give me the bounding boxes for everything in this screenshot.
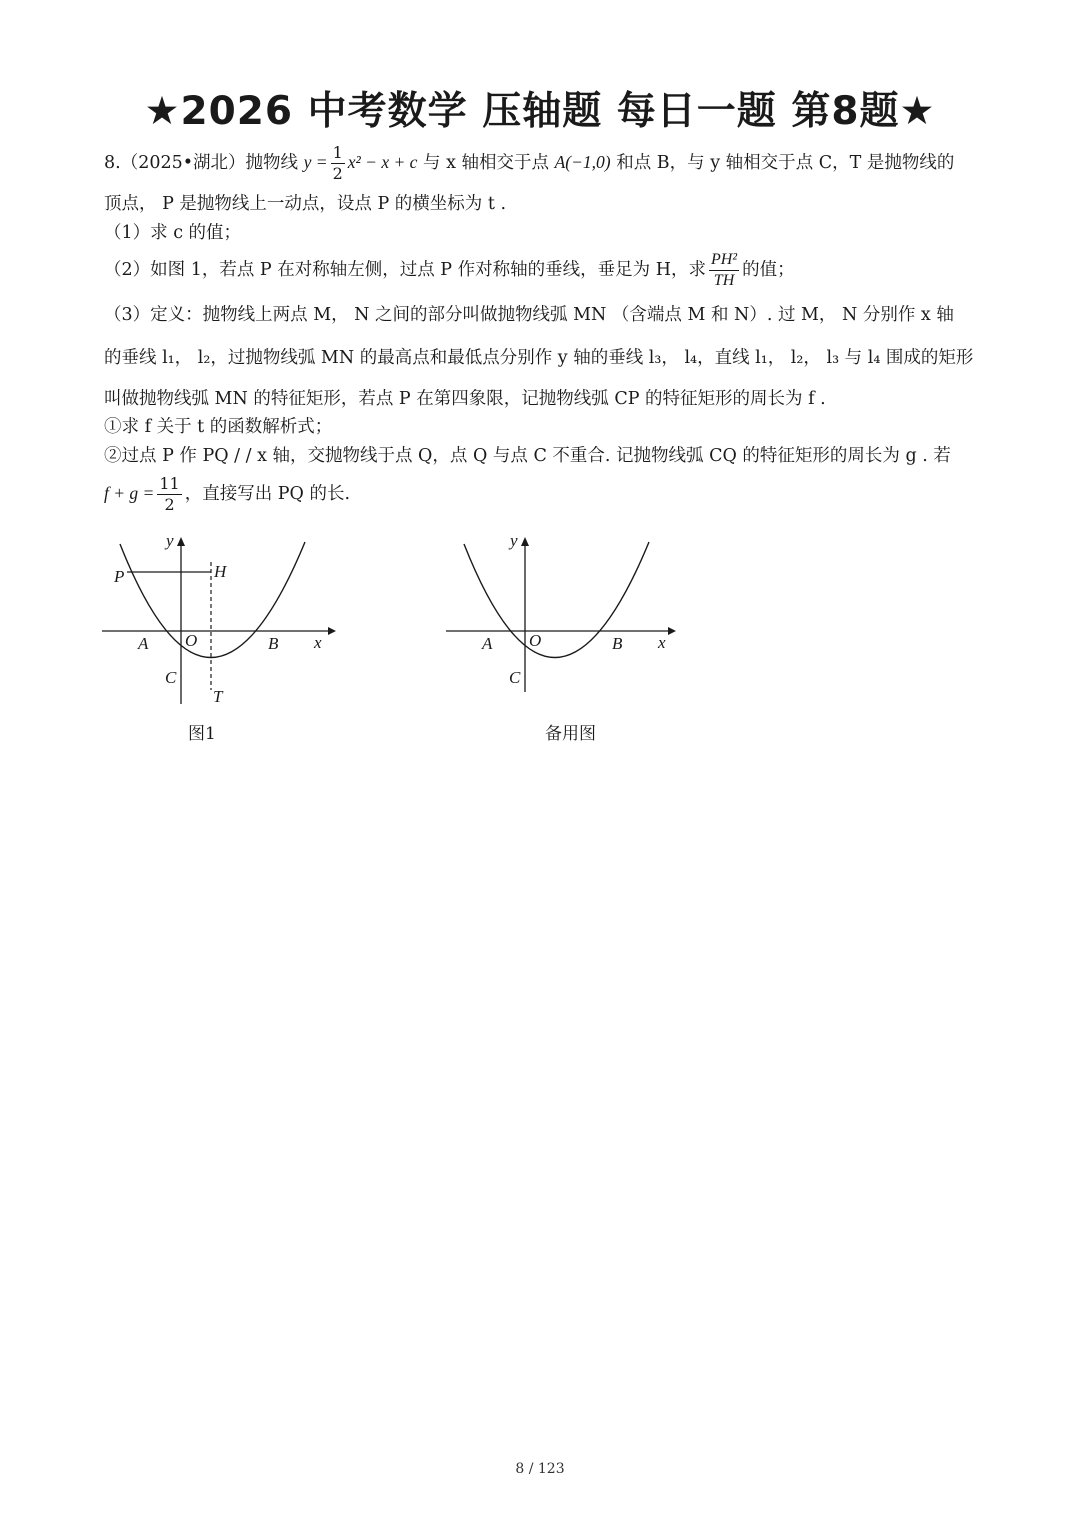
label-o: O xyxy=(529,631,542,650)
fraction-half-num: 1 xyxy=(332,143,343,162)
question-2-text: （2）如图 1，若点 P 在对称轴左侧，过点 P 作对称轴的垂线，垂足为 H，求 xyxy=(104,260,706,280)
figure-1-caption: 图1 xyxy=(188,724,216,744)
question-3-line-3: 叫做抛物线弧 MN 的特征矩形，若点 P 在第四象限，记抛物线弧 CP 的特征矩形的周长为 f . xyxy=(104,389,826,409)
figure-2 xyxy=(444,532,684,710)
label-y: y xyxy=(510,532,518,550)
figure-1-diagram xyxy=(100,532,340,710)
problem-text-c: 和点 B，与 y 轴相交于点 C，T 是抛物线的 xyxy=(616,153,955,173)
x-axis-arrow-icon xyxy=(668,627,676,635)
label-a: A xyxy=(482,634,493,653)
label-y: y xyxy=(166,532,174,550)
problem-line-1 xyxy=(104,143,954,184)
fraction-ph-num: PH² xyxy=(709,250,739,271)
equation-lhs: y = xyxy=(303,152,328,172)
label-b: B xyxy=(268,634,279,653)
label-c: C xyxy=(165,668,177,687)
label-p: P xyxy=(114,567,125,586)
fraction-half-den: 2 xyxy=(332,164,343,183)
figure-2-diagram xyxy=(444,532,684,710)
y-axis-arrow-icon xyxy=(177,537,185,546)
condition-end: ，直接写出 PQ 的长. xyxy=(184,484,351,504)
equation-rest: x² − x + c xyxy=(347,152,418,172)
problem-text-b: 与 x 轴相交于点 xyxy=(423,153,550,173)
page-title: ★2026 中考数学 压轴题 每日一题 第8题★ xyxy=(144,89,936,134)
fraction-ph-den: TH xyxy=(713,272,735,289)
question-3-line-1: （3）定义：抛物线上两点 M， N 之间的部分叫做抛物线弧 MN （含端点 M 和 N）. 过 M， N 分别作 x 轴 xyxy=(104,305,954,325)
fraction-half xyxy=(331,143,345,184)
label-o: O xyxy=(185,631,198,650)
label-h: H xyxy=(214,562,227,581)
fraction-11-num: 11 xyxy=(159,474,180,493)
label-t: T xyxy=(213,687,223,706)
fraction-eleven-halves xyxy=(157,474,181,515)
label-x: x xyxy=(658,633,666,652)
question-2 xyxy=(104,250,795,291)
y-axis-arrow-icon xyxy=(521,537,529,546)
label-a: A xyxy=(138,634,149,653)
label-c: C xyxy=(509,668,521,687)
page-number: 8 / 123 xyxy=(515,1461,565,1477)
problem-line-2: 顶点， P 是抛物线上一动点，设点 P 的横坐标为 t . xyxy=(104,194,507,214)
fraction-11-den: 2 xyxy=(164,495,175,514)
question-3-condition xyxy=(104,474,350,515)
question-3-part-1: ①求 f 关于 t 的函数解析式； xyxy=(104,417,333,437)
point-a-coord: A(−1,0) xyxy=(554,152,611,172)
question-3-part-2: ②过点 P 作 PQ / / x 轴，交抛物线于点 Q，点 Q 与点 C 不重合. 记抛物线弧 CQ 的特征矩形的周长为 g . 若 xyxy=(104,446,951,466)
label-x: x xyxy=(314,633,322,652)
question-2-end: 的值； xyxy=(742,260,795,280)
condition-lhs: f + g = xyxy=(104,483,155,503)
figure-2-caption: 备用图 xyxy=(545,724,596,744)
question-3-line-2: 的垂线 l₁， l₂，过抛物线弧 MN 的最高点和最低点分别作 y 轴的垂线 l₃， l₄，直线 l₁， l₂， l₃ 与 l₄ 围成的矩形 xyxy=(104,348,974,368)
question-1: （1）求 c 的值； xyxy=(104,223,242,243)
figure-1 xyxy=(100,532,340,710)
x-axis-arrow-icon xyxy=(328,627,336,635)
fraction-ph-th xyxy=(709,250,739,291)
label-b: B xyxy=(612,634,623,653)
problem-intro: 8.（2025•湖北）抛物线 xyxy=(104,153,299,173)
